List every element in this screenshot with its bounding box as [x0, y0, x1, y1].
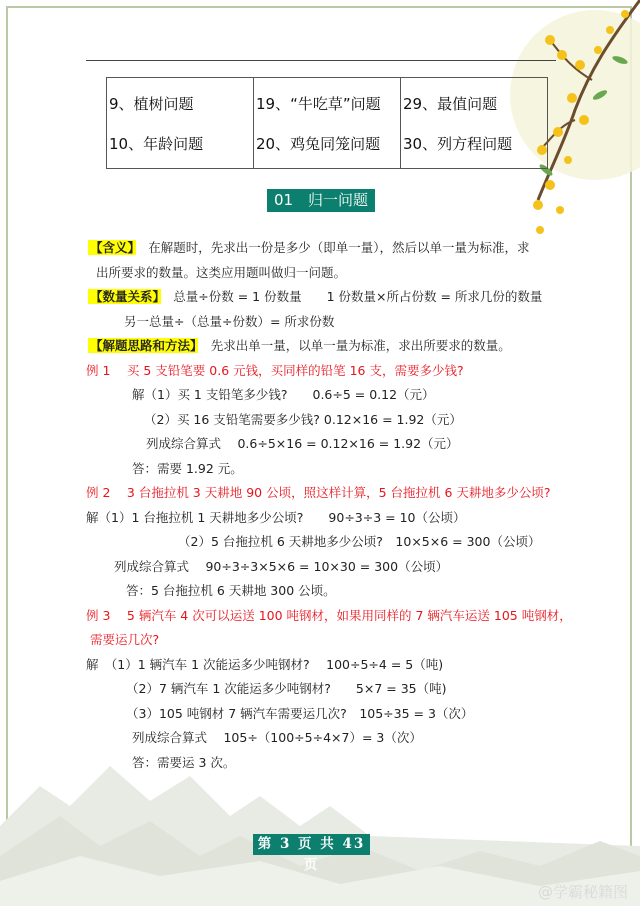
example-title: 例 1 买 5 支铅笔要 0.6 元钱，买同样的铅笔 16 支，需要多少钱? [86, 362, 464, 378]
answer-line: 答：需要 1.92 元。 [132, 460, 243, 476]
definition-line [88, 236, 568, 261]
definition-text: 在解题时，先求出一份是多少（即单一量），然后以单一量为标准，求 [135, 240, 530, 255]
example-title: 例 2 3 台拖拉机 3 天耕地 90 公顷，照这样计算，5 台拖拉机 6 天耕地多少公顷? [86, 485, 551, 500]
example-title: 例 3 5 辆汽车 4 次可以运送 100 吨钢材，如果用同样的 7 辆汽车运送 105 吨钢材， [86, 607, 572, 623]
example-title: 需要运几次? [90, 632, 160, 647]
content-body [86, 236, 572, 775]
topic-cell [254, 78, 401, 169]
solution-line: （2）5 台拖拉机 6 天耕地多少公顷? 10×5×6 = 300（公顷） [178, 534, 541, 549]
solution-line: （2）买 16 支铅笔需要多少钱? 0.12×16 = 1.92（元） [144, 411, 462, 427]
topic-item: 29、最值问题 [403, 95, 498, 113]
topic-item: 30、列方程问题 [403, 135, 513, 153]
solution-line: 解（1）买 1 支铅笔多少钱? 0.6÷5 = 0.12（元） [132, 387, 435, 402]
topic-index-table [106, 77, 548, 169]
method-label: 【解题思路和方法】 [90, 338, 197, 353]
top-rule [86, 60, 556, 61]
solution-line: 解（1）1 台拖拉机 1 天耕地多少公顷? 90÷3÷3 = 10（公顷） [86, 509, 466, 525]
topic-item: 9、植树问题 [109, 95, 194, 113]
solution-line: （2）7 辆汽车 1 次能运多少吨钢材? 5×7 = 35（吨) [126, 681, 447, 696]
relation-label: 【数量关系】 [90, 289, 159, 304]
topic-item: 10、年龄问题 [109, 135, 204, 153]
definition-line: 出所要求的数量。这类应用题叫做归一问题。 [96, 264, 347, 280]
topic-item: 20、鸡兔同笼问题 [256, 135, 381, 153]
watermark: @学霸秘籍图 [537, 883, 628, 901]
topic-cell [107, 78, 254, 169]
solution-line: （3）105 吨钢材 7 辆汽车需要运几次? 105÷35 = 3（次） [126, 705, 474, 721]
section-title: 01 归一问题 [267, 189, 375, 212]
answer-line: 答：5 台拖拉机 6 天耕地 300 公顷。 [126, 583, 336, 598]
definition-label: 【含义】 [90, 240, 134, 255]
relation-line [88, 285, 568, 310]
solution-line: 列成综合算式 90÷3÷3×5×6 = 10×30 = 300（公顷） [114, 558, 449, 574]
solution-line: 列成综合算式 105÷（100÷5÷4×7）= 3（次） [132, 730, 422, 745]
method-text: 先求出单一量，以单一量为标准，求出所要求的数量。 [198, 338, 511, 353]
relation-text: 总量÷份数 = 1 份数量 1 份数量×所占份数 = 所求几份的数量 [160, 289, 543, 304]
relation-line: 另一总量÷（总量÷份数）= 所求份数 [124, 313, 335, 329]
solution-line: 解 （1）1 辆汽车 1 次能运多少吨钢材? 100÷5÷4 = 5（吨) [86, 656, 444, 672]
method-line [88, 334, 568, 359]
topic-cell [401, 78, 548, 169]
topic-item: 19、“牛吃草”问题 [256, 95, 381, 113]
solution-line: 列成综合算式 0.6÷5×16 = 0.12×16 = 1.92（元） [146, 436, 459, 451]
page-number: 第 3 页 共 43 页 [253, 834, 370, 855]
answer-line: 答：需要运 3 次。 [132, 754, 236, 770]
